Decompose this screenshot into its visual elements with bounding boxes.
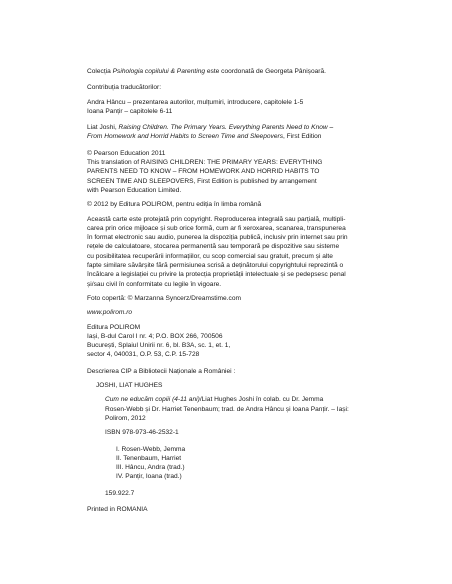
publisher-address-line: București, Splaiul Unirii nr. 6, bl. B3A, sc. 1, et. 1, bbox=[87, 342, 231, 350]
cip-title: Cum ne educăm copiii (4-11 ani) bbox=[105, 396, 200, 404]
pearson-block bbox=[87, 149, 422, 195]
cip-contributor: I. Rosen-Webb, Jemma bbox=[116, 445, 186, 453]
printed-in: Printed in ROMANIA bbox=[87, 505, 148, 513]
cip-contributor: II. Tenenbaum, Harriet bbox=[116, 454, 182, 462]
website-block bbox=[87, 308, 422, 317]
legal-notice bbox=[87, 215, 422, 289]
series-suffix: este coordonată de Georgeta Pânișoară. bbox=[205, 68, 326, 75]
publisher-address bbox=[87, 323, 422, 360]
cip-block bbox=[87, 367, 422, 498]
legal-line: Această carte este protejată prin copyright. Reproducerea integrală sau parțială, multipli- bbox=[87, 215, 346, 223]
cip-contributor: IV. Panțir, Ioana (trad.) bbox=[116, 473, 182, 481]
contribution-line: Ioana Panțir – capitolele 6-11 bbox=[87, 107, 173, 115]
legal-line: fapte similare săvârșite fără permisiunea scrisă a deținătorului copyrightului reprezintă o bbox=[87, 262, 344, 270]
legal-line: și/sau civil în conformitate cu legile în vigoare. bbox=[87, 280, 222, 288]
original-title-block bbox=[87, 123, 422, 142]
copyright-pearson: © Pearson Education 2011 bbox=[87, 149, 166, 157]
legal-line: în format electronic sau audio, punerea la dispoziția publică, inclusiv prin internet sau prin bbox=[87, 234, 348, 242]
publisher-address-line: Iași, B-dul Carol I nr. 4; P.O. BOX 266, 700506 bbox=[87, 332, 223, 340]
cover-photo-credit: Foto copertă: © Marzanna Syncerz/Dreamstime.com bbox=[87, 294, 242, 302]
translation-note-line: with Pearson Education Limited. bbox=[87, 186, 182, 194]
original-edition: , First Edition bbox=[283, 133, 322, 141]
polirom-copyright-block bbox=[87, 200, 422, 209]
publisher-address-line: sector 4, 040031, O.P. 53, C.P. 15-728 bbox=[87, 351, 200, 359]
cip-contributor: III. Hâncu, Andra (trad.) bbox=[116, 464, 185, 472]
original-author: Liat Joshi, bbox=[87, 124, 119, 132]
legal-line: cu posibilitatea recuperării informațiilor, cu scop comercial sau gratuit, precum și alte bbox=[87, 252, 333, 260]
printed-block bbox=[87, 505, 422, 514]
series-prefix: Colecția bbox=[87, 68, 113, 75]
contributions-heading: Contribuția traducătorilor: bbox=[87, 84, 162, 92]
cip-classification: 159.922.7 bbox=[105, 489, 135, 497]
cip-description-line: Polirom, 2012 bbox=[105, 414, 146, 422]
legal-line: încălcare a legislației cu privire la protecția proprietății intelectuale și se pedepsesc penal bbox=[87, 271, 346, 279]
cip-heading: Descrierea CIP a Bibliotecii Naționale a României : bbox=[87, 367, 236, 375]
cip-description-line: Rosen-Webb și Dr. Harriet Tenenbaum; trad. de Andra Hâncu și Ioana Panțir. – Iași: bbox=[105, 405, 349, 413]
contribution-line: Andra Hâncu – prezentarea autorilor, mulțumiri, introducere, capitolele 1-5 bbox=[87, 98, 304, 106]
cip-description: /Liat Hughes Joshi în colab. cu Dr. Jemma bbox=[199, 396, 324, 404]
legal-line: carea prin orice mijloace și sub orice formă, cum ar fi xeroxarea, scanarea, transpunerea bbox=[87, 224, 346, 232]
cip-isbn: ISBN 978-973-46-2532-1 bbox=[105, 429, 179, 437]
series-line bbox=[87, 67, 422, 76]
legal-line: rețele de calculatoare, stocarea permanentă sau temporară pe dispozitive sau sisteme bbox=[87, 243, 340, 251]
series-name: Psihologia copilului & Parenting bbox=[112, 68, 206, 75]
translation-note-line: PARENTS NEED TO KNOW – FROM HOMEWORK AND HORRID HABITS TO bbox=[87, 168, 320, 176]
publisher-name: Editura POLIROM bbox=[87, 323, 141, 331]
cip-author: JOSHI, LIAT HUGHES bbox=[96, 382, 163, 390]
original-title-line: Raising Children. The Primary Years. Everything Parents Need to Know – bbox=[118, 124, 334, 132]
original-title-line: From Homework and Horrid Habits to Screen Time and Sleepovers bbox=[87, 133, 283, 141]
cover-photo-block bbox=[87, 294, 422, 303]
translation-note-line: SCREEN TIME AND SLEEPOVERS, First Edition is published by arrangement bbox=[87, 177, 317, 185]
copyright-polirom: © 2012 by Editura POLIROM, pentru ediția în limba română bbox=[87, 201, 262, 209]
translation-note-line: This translation of RAISING CHILDREN: THE PRIMARY YEARS: EVERYTHING bbox=[87, 159, 323, 167]
publisher-website: www.polirom.ro bbox=[87, 309, 133, 317]
translator-contributions bbox=[87, 83, 422, 116]
